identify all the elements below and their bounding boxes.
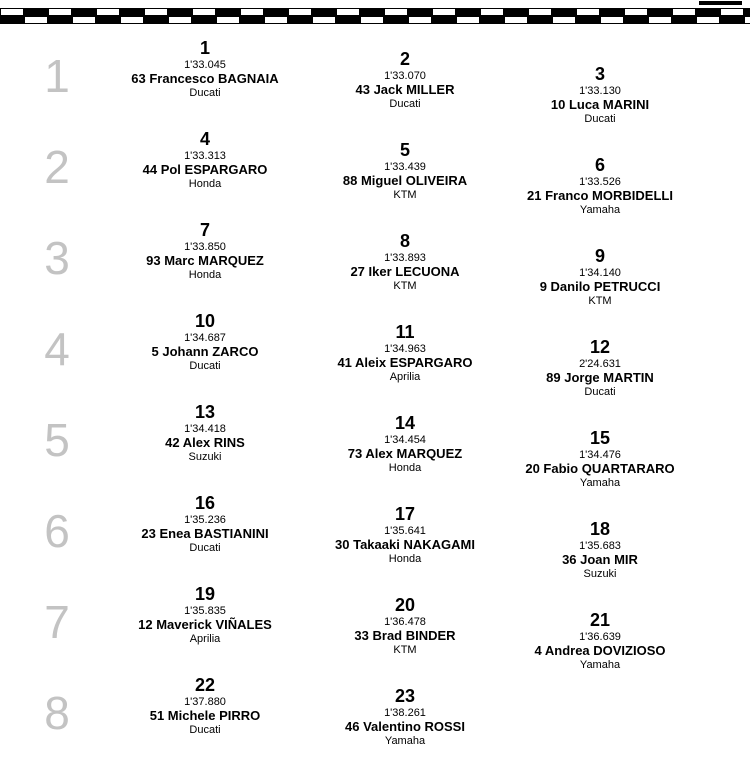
slot-team-name: Honda [188,178,222,190]
checker-cell [360,8,384,16]
checker-cell [624,8,648,16]
checker-cell [264,16,288,24]
checker-cell [696,16,720,24]
checker-cell [720,8,744,16]
slot-team-name: Ducati [189,87,221,99]
slot-rider-name: 93 Marc MARQUEZ [146,253,264,268]
checker-cell [72,16,96,24]
checker-cell [216,16,240,24]
checker-cell [384,16,408,24]
checker-cell [144,8,168,16]
slot-lap-time: 1'33.893 [384,252,426,264]
slot-position-number: 23 [394,686,416,706]
checker-cell [48,8,72,16]
slot-rider-name: 4 Andrea DOVIZIOSO [534,643,666,658]
slot-rider-name: 9 Danilo PETRUCCI [539,279,661,294]
checker-cell [360,16,384,24]
checker-row [0,8,750,16]
checker-cell [600,16,624,24]
slot-rider-name: 63 Francesco BAGNAIA [131,71,279,86]
checker-cell [312,16,336,24]
slot-position-number: 5 [399,140,410,160]
slot-position-number: 1 [199,38,210,58]
slot-position-number: 9 [594,246,605,266]
slot-rider-name: 44 Pol ESPARGARO [142,162,268,177]
slot-position-number: 11 [395,322,415,342]
checker-cell [192,8,216,16]
slot-position-number: 10 [194,311,216,331]
grid-slot [480,66,720,125]
slot-team-name: Ducati [584,386,616,398]
checker-cell [504,16,528,24]
slot-lap-time: 1'33.313 [184,150,226,162]
checker-cell [648,8,672,16]
checker-row [0,16,750,24]
checker-cell [240,16,264,24]
slot-rider-name: 88 Miguel OLIVEIRA [342,173,468,188]
slot-position-number: 18 [589,519,611,539]
slot-team-name: KTM [393,644,417,656]
slot-rider-name: 51 Michele PIRRO [149,708,261,723]
grid-row-number: 2 [44,141,70,193]
checker-cell [336,16,360,24]
slot-team-name: Ducati [389,98,421,110]
checker-cell [144,16,168,24]
slot-lap-time: 1'33.045 [184,59,226,71]
slot-team-name: Aprilia [389,371,421,383]
slot-team-name: Suzuki [583,568,617,580]
checker-cell [672,8,696,16]
slot-rider-name: 41 Aleix ESPARGARO [337,355,473,370]
checker-cell [432,8,456,16]
slot-rider-name: 33 Brad BINDER [354,628,456,643]
slot-rider-name: 20 Fabio QUARTARARO [525,461,675,476]
slot-rider-name: 5 Johann ZARCO [151,344,259,359]
slot-team-name: KTM [393,280,417,292]
checker-cell [120,8,144,16]
slot-position-number: 16 [194,493,216,513]
grid-slot [480,157,720,216]
grid-row-number: 4 [44,323,70,375]
slot-team-name: Honda [388,553,422,565]
checker-cell [600,8,624,16]
checker-cell [288,8,312,16]
checker-cell [744,8,750,16]
checker-cell [480,8,504,16]
checker-cell [72,8,96,16]
slot-lap-time: 1'36.639 [579,631,621,643]
checker-cell [288,16,312,24]
checkered-flag-band [0,8,750,24]
slot-lap-time: 1'34.140 [579,267,621,279]
checker-cell [624,16,648,24]
checker-cell [552,8,576,16]
grid-slot [285,688,525,747]
slot-position-number: 15 [589,428,611,448]
slot-lap-time: 1'35.641 [384,525,426,537]
grid-row-number: 6 [44,505,70,557]
slot-rider-name: 46 Valentino ROSSI [345,719,465,734]
slot-lap-time: 2'24.631 [579,358,621,370]
checker-cell [264,8,288,16]
checker-cell [48,16,72,24]
slot-lap-time: 1'33.130 [579,85,621,97]
slot-rider-name: 21 Franco MORBIDELLI [527,188,673,203]
slot-lap-time: 1'33.850 [184,241,226,253]
checker-cell [240,8,264,16]
checker-cell [24,8,48,16]
slot-team-name: Ducati [584,113,616,125]
checker-cell [744,16,750,24]
slot-team-name: Suzuki [188,451,222,463]
checker-cell [96,16,120,24]
checker-cell [456,16,480,24]
checker-cell [672,16,696,24]
slot-lap-time: 1'33.439 [384,161,426,173]
checker-cell [0,16,24,24]
slot-team-name: Yamaha [384,735,426,747]
slot-lap-time: 1'34.687 [184,332,226,344]
slot-lap-time: 1'36.478 [384,616,426,628]
checker-cell [432,16,456,24]
grid-slot [480,339,720,398]
slot-rider-name: 23 Enea BASTIANINI [141,526,269,541]
slot-team-name: Honda [188,269,222,281]
slot-position-number: 4 [199,129,210,149]
slot-team-name: Yamaha [579,477,621,489]
slot-position-number: 3 [594,64,605,84]
slot-team-name: Yamaha [579,659,621,671]
grid-slot [480,248,720,307]
checker-cell [528,16,552,24]
slot-position-number: 20 [394,595,416,615]
slot-position-number: 8 [399,231,410,251]
grid-row-number: 7 [44,596,70,648]
top-right-bar [699,1,742,5]
checker-cell [696,8,720,16]
slot-lap-time: 1'34.963 [384,343,426,355]
slot-lap-time: 1'34.454 [384,434,426,446]
slot-rider-name: 12 Maverick VIÑALES [138,617,272,632]
slot-team-name: Aprilia [189,633,221,645]
checker-cell [528,8,552,16]
slot-position-number: 19 [194,584,216,604]
slot-team-name: Ducati [189,360,221,372]
checker-cell [336,8,360,16]
slot-lap-time: 1'34.476 [579,449,621,461]
slot-rider-name: 89 Jorge MARTIN [546,370,654,385]
checker-cell [408,8,432,16]
slot-rider-name: 30 Takaaki NAKAGAMI [335,537,475,552]
grid-slot [480,430,720,489]
slot-lap-time: 1'35.835 [184,605,226,617]
checker-cell [576,8,600,16]
slot-rider-name: 42 Alex RINS [165,435,245,450]
grid-row-number: 3 [44,232,70,284]
slot-position-number: 13 [194,402,216,422]
slot-position-number: 7 [199,220,210,240]
checker-cell [168,8,192,16]
checker-cell [552,16,576,24]
slot-position-number: 14 [394,413,416,433]
slot-position-number: 6 [594,155,605,175]
slot-team-name: Honda [388,462,422,474]
slot-position-number: 22 [194,675,216,695]
checker-cell [504,8,528,16]
slot-lap-time: 1'37.880 [184,696,226,708]
checker-cell [96,8,120,16]
slot-rider-name: 27 Iker LECUONA [350,264,460,279]
slot-team-name: KTM [393,189,417,201]
grid-row-number: 8 [44,687,70,739]
slot-position-number: 17 [394,504,416,524]
checker-cell [480,16,504,24]
grid-slot [480,521,720,580]
slot-team-name: Ducati [189,724,221,736]
slot-rider-name: 36 Joan MIR [562,552,638,567]
slot-lap-time: 1'34.418 [184,423,226,435]
slot-lap-time: 1'33.526 [579,176,621,188]
checker-cell [720,16,744,24]
checker-cell [384,8,408,16]
checker-cell [648,16,672,24]
checker-cell [408,16,432,24]
grid-slot [480,612,720,671]
slot-lap-time: 1'38.261 [384,707,426,719]
checker-cell [24,16,48,24]
slot-team-name: KTM [588,295,612,307]
checker-cell [576,16,600,24]
slot-position-number: 21 [589,610,611,630]
slot-rider-name: 10 Luca MARINI [550,97,650,112]
slot-lap-time: 1'35.236 [184,514,226,526]
checker-cell [168,16,192,24]
checker-cell [120,16,144,24]
checker-cell [216,8,240,16]
slot-team-name: Yamaha [579,204,621,216]
slot-lap-time: 1'35.683 [579,540,621,552]
slot-position-number: 12 [589,337,611,357]
slot-lap-time: 1'33.070 [384,70,426,82]
checker-cell [312,8,336,16]
grid-row-number: 5 [44,414,70,466]
slot-position-number: 2 [399,49,410,69]
slot-rider-name: 73 Alex MARQUEZ [347,446,463,461]
checker-cell [0,8,24,16]
checker-cell [456,8,480,16]
checker-cell [192,16,216,24]
slot-rider-name: 43 Jack MILLER [355,82,455,97]
grid-row-number: 1 [44,50,70,102]
slot-team-name: Ducati [189,542,221,554]
